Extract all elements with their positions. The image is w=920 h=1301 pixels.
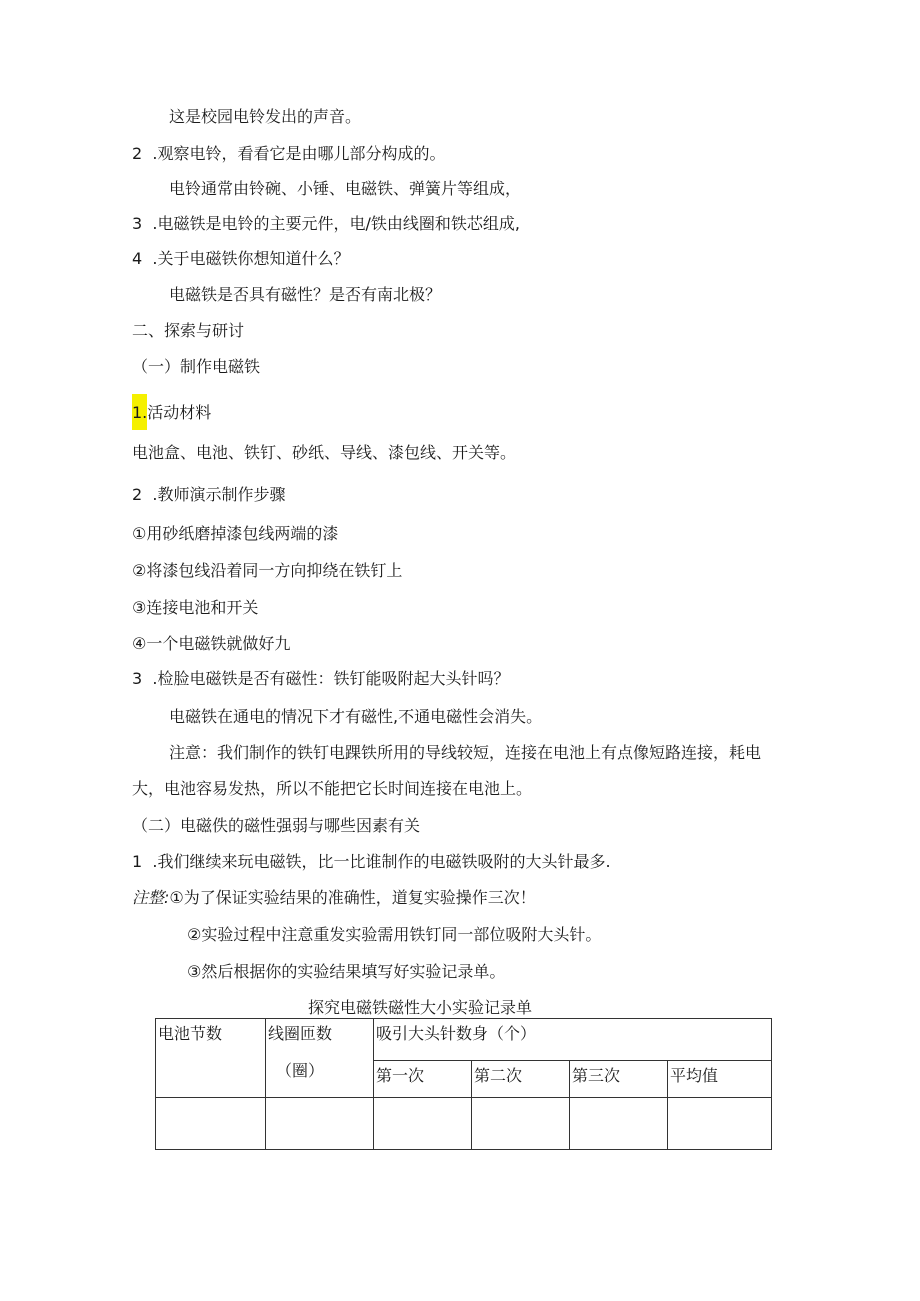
subsection-heading: （二）电磁佚的磁性强弱与哪些因素有关 (132, 816, 421, 835)
list-number: 3 (132, 214, 143, 233)
note-line: 注意：我们制作的铁钉电踝铁所用的导线较短，连接在电池上有点像短路连接，耗电 (169, 743, 762, 762)
list-text: 活动材料 (147, 403, 212, 422)
text-line: 电磁铁在通电的情况下才有磁性,不通电磁性会消失。 (169, 707, 543, 726)
list-item (132, 213, 520, 235)
step-item: ①用砂纸磨掉漆包线两端的漆 (132, 524, 339, 543)
table-cell[interactable] (668, 1097, 772, 1149)
header-pins-attracted: 吸引大头针数身（个） (374, 1019, 772, 1061)
section-heading: 二、探索与研讨 (132, 321, 245, 340)
header-battery-count: 电池节数 (156, 1019, 266, 1098)
header-trial-3: 第三次 (570, 1061, 668, 1097)
list-text: .检脸电磁铁是否有磁性：铁钉能吸附起大头针吗？ (152, 669, 510, 688)
header-trial-1: 第一次 (374, 1061, 472, 1097)
list-number: 2 (132, 485, 143, 504)
highlighted-number: 1. (132, 394, 147, 430)
list-number: 3 (132, 669, 143, 688)
list-number: 2 (132, 144, 143, 163)
header-coil-turns-unit: （圈） (276, 1061, 325, 1080)
list-item (132, 668, 509, 690)
note-text: ①为了保证实验结果的准确性，道复实验操作三次！ (169, 888, 536, 907)
table-cell[interactable] (156, 1097, 266, 1149)
step-item: ②将漆包线沿着同一方向抑绕在铁钉上 (132, 561, 403, 580)
text-line: 电池盒、电池、铁钉、砂纸、导线、漆包线、开关等。 (132, 443, 517, 462)
note-item (132, 887, 536, 909)
table-title: 探究电磁铁磁性大小实验记录单 (308, 998, 533, 1017)
list-item (132, 484, 285, 506)
header-average: 平均值 (668, 1061, 772, 1097)
table-cell[interactable] (570, 1097, 668, 1149)
note-item: ③然后根据你的实验结果填写好实验记录单。 (187, 962, 506, 981)
list-number: 1 (132, 852, 143, 871)
step-item: ④一个电磁铁就做好九 (132, 634, 291, 653)
list-text: .观察电铃，看看它是由哪儿部分构成的。 (152, 144, 446, 163)
note-item: ②实验过程中注意重发实验需用铁钉同一部位吸附大头针。 (187, 925, 602, 944)
table-cell[interactable] (472, 1097, 570, 1149)
subsection-heading: （一）制作电磁铁 (132, 357, 261, 376)
text-line: 这是校园电铃发出的声音。 (169, 107, 362, 126)
table-cell[interactable] (266, 1097, 374, 1149)
step-item: ③连接电池和开关 (132, 598, 259, 617)
list-text: .关于电磁铁你想知道什么？ (152, 249, 350, 268)
note-line-continued: 大，电池容易发热，所以不能把它长时间连接在电池上。 (132, 779, 533, 798)
record-table (155, 1018, 772, 1150)
list-text: .我们继续来玩电磁铁，比一比谁制作的电磁铁吸附的大头针最多. (152, 852, 611, 871)
list-text: .教师演示制作步骤 (152, 485, 286, 504)
table-cell[interactable] (374, 1097, 472, 1149)
text-line: 电磁铁是否具有磁性？是否有南北极？ (169, 285, 442, 304)
list-number: 4 (132, 249, 143, 268)
list-item (132, 248, 349, 270)
text-line: 电铃通常由铃碗、小锤、电磁铁、弹簧片等组成， (169, 179, 522, 198)
header-coil-turns-label: 线圈匝数 (268, 1024, 333, 1043)
note-label: 注整: (132, 888, 170, 907)
header-trial-2: 第二次 (472, 1061, 570, 1097)
list-item (132, 402, 211, 430)
list-item (132, 143, 445, 165)
list-text: .电磁铁是电铃的主要元件，电/铁由线圈和铁芯组成, (152, 214, 520, 233)
header-coil-turns (266, 1019, 374, 1098)
list-item (132, 851, 611, 873)
